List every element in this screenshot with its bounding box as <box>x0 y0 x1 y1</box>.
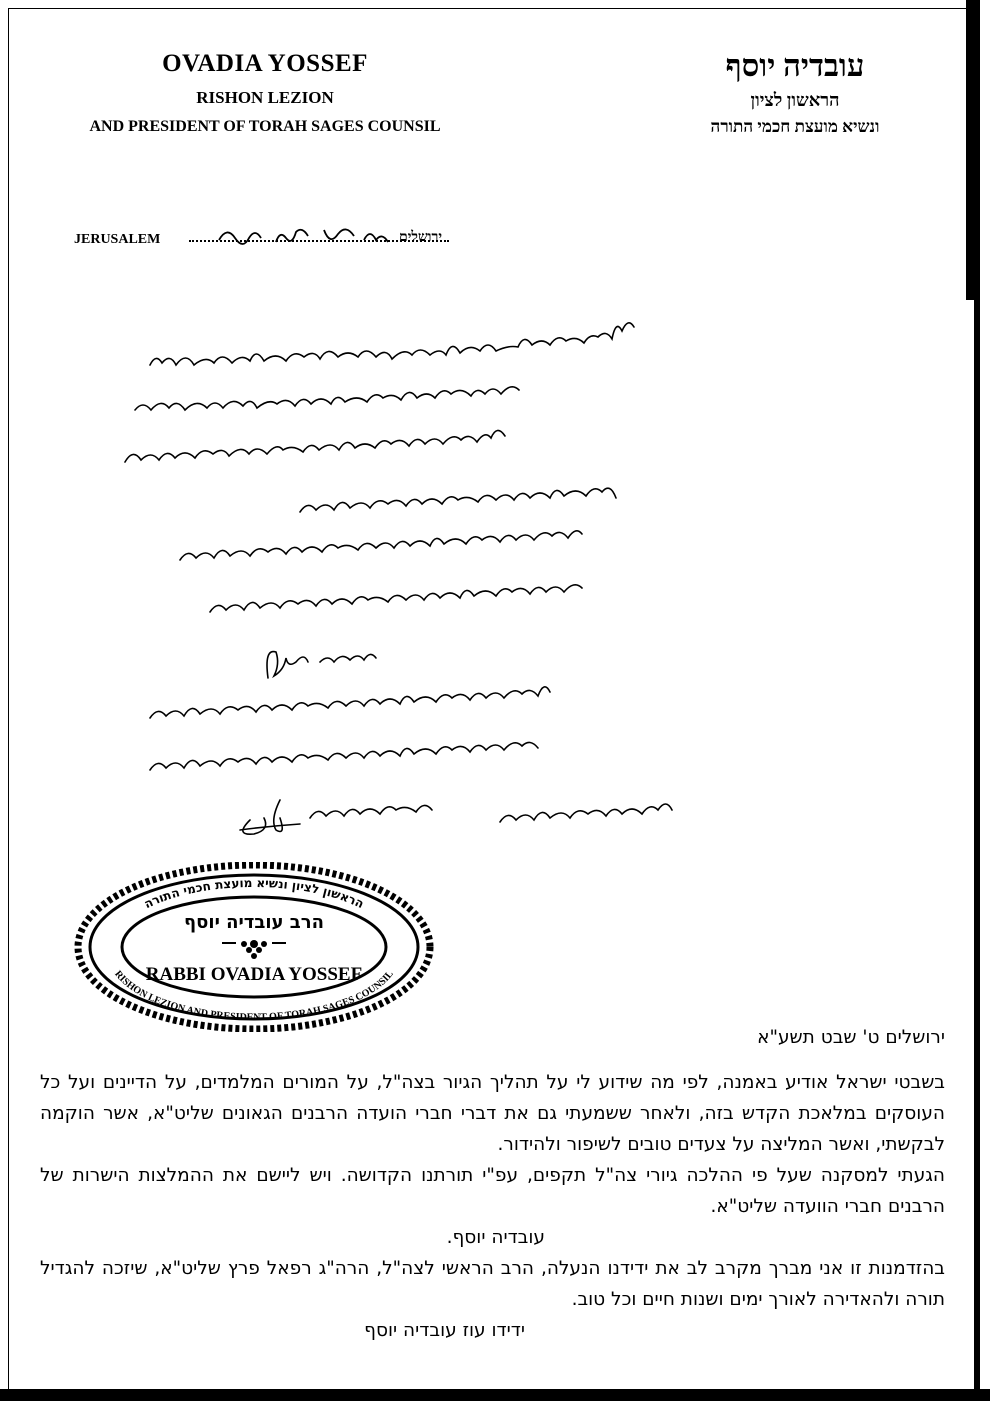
stamp-ring-hebrew: הראשון לציון ונשיא מועצת חכמי התורה <box>141 875 367 912</box>
dateline-city-he: ירושלים <box>399 230 442 245</box>
typed-signature-1: עובדיה יוסף. <box>446 1227 545 1248</box>
handwriting-line <box>180 531 582 560</box>
typed-date: ירושלים ט' שבט תשע"א <box>757 1027 945 1048</box>
handwriting-line <box>310 804 672 822</box>
letterhead-name-en: OVADIA YOSSEF <box>162 50 368 77</box>
handwritten-signature-1 <box>267 652 376 678</box>
letterhead-title-en: RISHON LEZION <box>196 88 334 107</box>
handwriting-line <box>150 323 634 365</box>
handwriting-line <box>150 742 538 770</box>
official-stamp <box>72 862 436 1032</box>
letterhead-name-he: עובדיה יוסף <box>725 48 865 83</box>
dateline-city-en: JERUSALEM <box>74 232 161 247</box>
stamp-ornament-icon <box>222 940 286 959</box>
handwriting-line <box>210 585 582 612</box>
scan-edge-bottom <box>0 1389 990 1401</box>
handwriting-line <box>135 387 519 410</box>
typed-paragraph-1: בשבטי ישראל אודיע באמנה, לפי מה שידוע לי על תהליך הגיור בצה"ל, על המורים המלמדים, על הדיינים ועל כל העוסקים במלאכת הקדש בזה, ולאחר ששמעתי גם את דברי חברי הועדה הרבנים הגאונים שליט"א, אשר הוקמה לבקשתי, ואשר המליצה על צעדים טובים לשיפור ולהידור. <box>40 1072 945 1155</box>
stamp-center-hebrew: הרב עובדיה יוסף <box>184 912 324 933</box>
stamp-center-english: RABBI OVADIA YOSSEF <box>145 964 363 985</box>
handwritten-signature-2 <box>240 800 300 834</box>
handwriting-line <box>150 687 550 718</box>
typed-paragraph-3: בהזדמנות זו אני מברך מקרב לב את ידידנו הנעלה, הרב הראשי לצה"ל, הרה"ג רפאל פרץ שליט"א, שיזכה להגדיל תורה ולהאדירה לאורך ימים ושנות חיים וכל טוב. <box>40 1258 945 1310</box>
stamp-ring-english: RISHON LEZION AND PRESIDENT OF TORAH SAGES COUNSIL <box>112 968 396 1024</box>
letterhead-title-he: הראשון לציון <box>750 90 840 110</box>
typed-paragraph-2: הגעתי למסקנה שעל פי ההלכה גיורי צה"ל תקפים, עפ"י תורתנו הקדושה. ויש ליישם את ההמלצות הישרות של הרבנים חברי הוועדה שליט"א. <box>40 1165 945 1217</box>
letterhead-subtitle-en: AND PRESIDENT OF TORAH SAGES COUNSIL <box>89 118 441 135</box>
handwriting-line <box>300 488 616 512</box>
typed-letter <box>40 1022 945 1346</box>
handwriting-line <box>125 430 505 462</box>
letterhead-subtitle-he: ונשיא מועצת חכמי התורה <box>710 117 880 136</box>
typed-signature-2: ידידו עוז עובדיה יוסף <box>364 1320 525 1341</box>
